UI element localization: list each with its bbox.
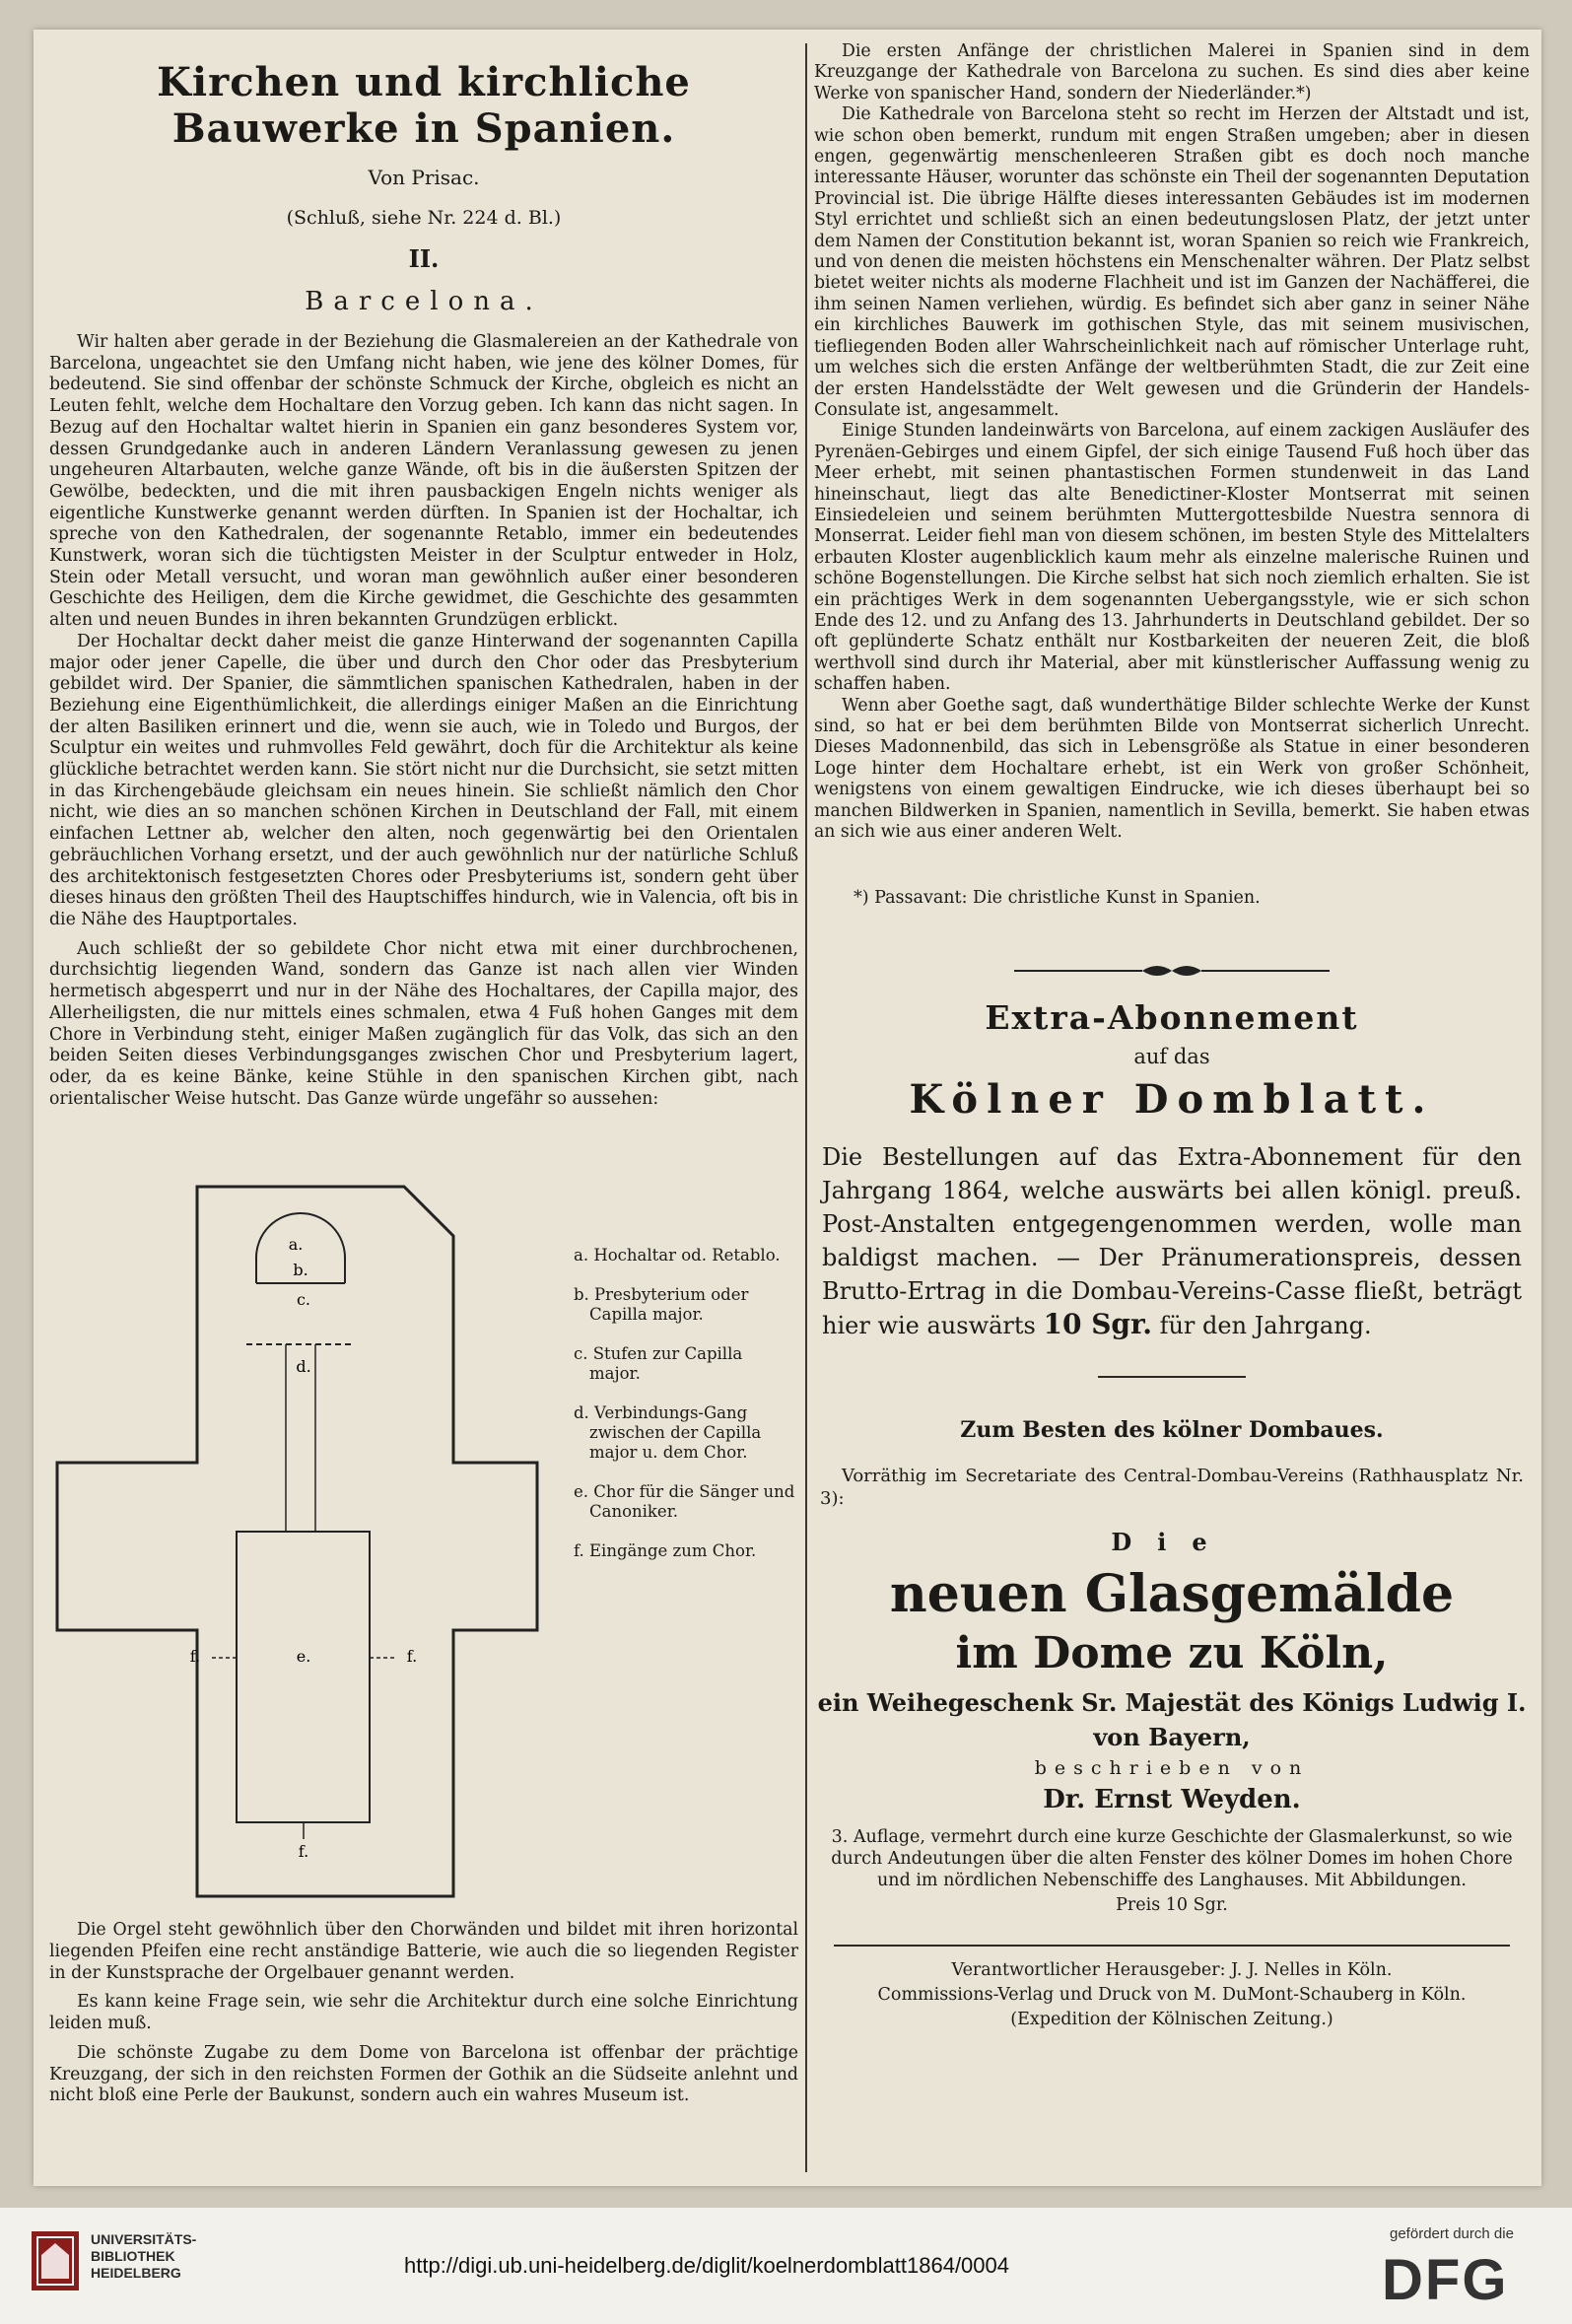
legend-item: e. Chor für die Sänger und Canoniker.: [574, 1482, 795, 1522]
ad-subtitle: auf das: [1133, 1045, 1210, 1069]
book-dedication: ein Weihegeschenk Sr. Majestät des Königs Ludwig I.: [817, 1688, 1527, 1718]
section-title: Barcelona.: [305, 287, 543, 316]
book-title-sub: im Dome zu Köln,: [955, 1628, 1389, 1679]
ad-title: Extra-Abonnement: [985, 998, 1359, 1038]
column-divider: [805, 43, 807, 2172]
ad-text-part: für den Jahrgang.: [1159, 1312, 1372, 1340]
paragraph: Der Hochaltar deckt daher meist die ganze Hinterwand der sogenannten Capilla major oder jener Capelle, die über und durch den Chor oder das Presbyterium gebildet wird. Der Spanier, die sämmtlichen spanischen Kathedralen, haben in der Beziehung eine Eigenthümlichkeit, die allerdings einiger Maßen an die Einrichtung der alten Basiliken erinnert und die, wenn sie auch, wie in Toledo und Burgos, der Sculptur ein weites und ruhmvolles Feld gewährt, doch für die Architektur als keine glückliche betrachtet werden kann. Sie stört nicht nur die Durchsicht, sie setzt mitten in das Kirchengebäude gleichsam ein neues hinein. Sie schließt nämlich den Chor nicht, wie dies an so manchen schönen Kirchen in Deutschland der Fall, mit einem einfachen Lettner ab, welcher den alten, noch gegenwärtig bei den Orientalen gebräuchlichen Vorhang ersetzt, und der auch gewöhnlich nur der natürliche Schluß des architektonisch festgesetzten Chores oder Presbyteriums ist, sondern geht über dieses hinaus den größten Theil des Hauptschiffes hindurch, wie in Valencia, oft bis in die Nähe des Hauptportales.: [49, 631, 798, 929]
imprint-line: Verantwortlicher Herausgeber: J. J. Nelles in Köln.: [951, 1960, 1393, 1981]
paragraph: Wir halten aber gerade in der Beziehung die Glasmalereien an der Kathedrale von Barcelona, ungeachtet sie den Umfang nicht haben, wie jene des kölner Domes, für bedeutend. Sie sind offenbar der schönste Schmuck der Kirche, obgleich es nicht an Leuten fehlt, welche dem Hochaltare den Vorzug geben. Ich kann das nicht sagen. In Bezug auf den Hochaltar waltet hierin in Spanien ein ganz besonderes System vor, dessen Grundgedanke auch in anderen Ländern Veranlassung gewesen zu jenen ungeheuren Altarbauten, welche ganze Wände, oft bis in die äußersten Spitzen der Gewölbe, bedeckten, und die mit ihren pausbackigen Engeln nichts weniger als eigentliche Kunstwerke genannt werden dürften. In Spanien ist der Hochaltar, ich spreche von den Kathedralen, der sogenannte Retablo, immer ein bedeutendes Kunstwerk, woran sich die tüchtigsten Meister in der Sculptur entweder in Holz, Stein oder Metall versucht, und woran man gewöhnlich außer einer besonderen Geschichte des Heiligen, dem die Kirche gewidmet, die Geschichte des gesammten alten und neuen Bundes in ihren bekannten Grundzügen erblickt.: [49, 332, 798, 631]
right-column: [814, 30, 1530, 2032]
article-author: Von Prisac.: [368, 166, 480, 189]
paragraph: Auch schließt der so gebildete Chor nicht etwa mit einer durchbrochenen, durchsichtig liegenden Wand, sondern das Ganze ist nach allen vier Winden hermetisch abgesperrt und nur in der Nähe des Hochaltares, der Capilla major, des Allerheiligsten, die nur mittels eines schmalen, etwa 4 Fuß hohen Ganges mit dem Chore in Verbindung steht, einiger Maßen zugänglich für das Volk, das sich an den beiden Seiten dieses Verbindungsganges zwischen Chor und Presbyterium lagert, oder, da es keine Bänke, keine Stühle in den spanischen Kirchen gibt, nach orientalischer Weise hutscht. Das Ganze würde ungefähr so aussehen:: [49, 938, 798, 1109]
ad-publication-name: Kölner Domblatt.: [909, 1076, 1435, 1124]
left-column: [49, 30, 798, 2107]
label-f-right: f.: [406, 1647, 418, 1667]
article-headline: Kirchen und kirchliche Bauwerke in Spanien.: [157, 59, 691, 152]
imprint-rule: [834, 1945, 1510, 1947]
cathedral-floor-plan: [49, 1128, 798, 1906]
label-c: c.: [296, 1290, 311, 1310]
legend-item: f. Eingänge zum Chor.: [574, 1541, 757, 1561]
floor-plan-legend: [574, 1246, 795, 1581]
ad2-intro: Vorräthig im Secretariate des Central-Dombau-Vereins (Rathhausplatz Nr. 3):: [820, 1466, 1524, 1510]
book-price: Preis 10 Sgr.: [1116, 1895, 1228, 1916]
viewer-footer: [0, 2208, 1572, 2324]
divider-rule: [1098, 1376, 1246, 1378]
dfg-label: gefördert durch die: [1390, 2225, 1514, 2242]
part-number: II.: [408, 244, 440, 273]
paragraph: Die Kathedrale von Barcelona steht so recht im Herzen der Altstadt und ist, wie schon oben bemerkt, rundum mit engen Straßen umgeben; aber in diesen engen, gegenwärtig menschenleeren Straßen gibt es doch noch manche interessante Häuser, worunter das schönste ein Theil der sogenannten Deputation Provincial ist. Die übrige Hälfte dieses interessanten Gebäudes ist im modernen Styl errichtet und schließt sich an einen bedeutungslosen Platz, der jetzt unter dem Namen der Constitution bekannt ist, woran Spanien so reich wie Frankreich, und von denen die meisten höchstens ein Menschenalter währen. Der Platz selbst bietet weiter nichts als moderne Flachheit und ist im Ganzen der Nachäfferei, die ihm seinen Namen verliehen, würdig. Es befindet sich aber ganz in seiner Nähe ein kirchliches Bauwerk im gothischen Style, das mit seinem musivischen, tiefliegenden Boden aller Wahrscheinlichkeit nach auf römischer Unterlage ruht, um welches sich die ersten Anfänge der weltberühmten Stadt, die zur Zeit eine der ersten Handelsstädte der Welt gewesen und die Gründerin der Handels-Consulate ist, angesammelt.: [814, 104, 1530, 420]
label-a: a.: [288, 1235, 304, 1255]
source-url-link[interactable]: http://digi.ub.uni-heidelberg.de/diglit/koelnerdomblatt1864/0004: [404, 2253, 1009, 2278]
ornamental-rule: [814, 961, 1530, 985]
university-seal-icon: [30, 2229, 81, 2292]
paragraph: Die schönste Zugabe zu dem Dome von Barcelona ist offenbar der prächtige Kreuzgang, der sich in den reichsten Formen der Gothik an die Südseite anlehnt und nicht bloß eine Perle der Baukunst, sondern auch ein wahres Museum ist.: [49, 2042, 798, 2106]
legend-item: a. Hochaltar od. Retablo.: [574, 1246, 781, 1265]
dfg-logo: DFG: [1382, 2248, 1509, 2312]
ad2-heading: Zum Besten des kölner Dombaues.: [960, 1417, 1384, 1444]
label-f-left: f.: [189, 1647, 201, 1667]
paragraph: Es kann keine Frage sein, wie sehr die Architektur durch eine solche Einrichtung leiden muß.: [49, 1992, 798, 2034]
floor-plan-drawing: [49, 1128, 562, 1906]
imprint-line: (Expedition der Kölnischen Zeitung.): [1010, 2010, 1333, 2030]
continuation-note: (Schluß, siehe Nr. 224 d. Bl.): [286, 207, 562, 229]
paragraph: Die ersten Anfänge der christlichen Malerei in Spanien sind in dem Kreuzgange der Kathedrale von Barcelona zu suchen. Es sind dies aber keine Werke von spanischer Hand, sondern der Niederländer.*): [814, 41, 1530, 103]
imprint-line: Commissions-Verlag und Druck von M. DuMont-Schauberg in Köln.: [877, 1985, 1467, 2006]
footnote: *) Passavant: Die christliche Kunst in Spanien.: [854, 888, 1261, 909]
book-title-main: neuen Glasgemälde: [889, 1564, 1455, 1625]
imprint: [814, 1958, 1530, 2032]
label-f-bottom: f.: [298, 1842, 309, 1862]
ad-price: 10 Sgr.: [1043, 1308, 1152, 1341]
book-author: Dr. Ernst Weyden.: [1043, 1785, 1301, 1815]
book-edition-note: 3. Auflage, vermehrt durch eine kurze Geschichte der Glasmalerkunst, so wie durch Andeutungen über die alten Fenster des kölner Domes im hohen Chore und im nördlichen Nebenschiffe des Langhauses. Mit Abbildungen.: [831, 1827, 1513, 1891]
book-dedication-cont: von Bayern,: [1093, 1723, 1251, 1752]
label-b: b.: [293, 1261, 308, 1280]
book-title-die: Die: [1111, 1528, 1233, 1557]
legend-item: c. Stufen zur Capilla major.: [574, 1344, 743, 1384]
ad-body: [822, 1140, 1522, 1342]
legend-item: b. Presbyterium oder Capilla major.: [574, 1285, 749, 1325]
university-name: UNIVERSITÄTS- BIBLIOTHEK HEIDELBERG: [91, 2231, 197, 2281]
paragraph: Die Orgel steht gewöhnlich über den Chorwänden und bildet mit ihren horizontal liegenden Pfeifen eine recht anständige Batterie, wie auch die so liegenden Register in der Kunstsprache der Orgelbauer genannt werden.: [49, 1920, 798, 1983]
label-e: e.: [296, 1647, 311, 1667]
ornament-icon: [1014, 961, 1330, 981]
newspaper-page: [34, 30, 1541, 2186]
label-d: d.: [296, 1357, 311, 1377]
paragraph: Einige Stunden landeinwärts von Barcelona, auf einem zackigen Ausläufer des Pyrenäen-Gebirges und einem Gipfel, der sich einige Tausend Fuß hoch über das Meer erhebt, mit seinen phantastischen Formen stundenweit in das Land hineinschaut, liegt das alte Benedictiner-Kloster Montserrat mit seinen Einsiedeleien und seinem berühmten Muttergottesbilde Nuestra sennora di Monserrat. Leider fiehl man von diesem schönen, im besten Style des Mittelalters erbauten Kloster augenblicklich kaum mehr als einzelne malerische Ruinen und schöne Bogenstellungen. Die Kirche selbst hat sich noch ziemlich erhalten. Sie ist ein prächtiges Werk in dem sogenannten Uebergangsstyle, wie er sich schon Ende des 12. und zu Anfang des 13. Jahrhunderts in Deutschland gebildet. Der so oft geplünderte Schatz enthält nur Kostbarkeiten der neueren Zeit, die bloß werthvoll sind durch ihr Material, aber mit künstlerischer Auffassung wenig zu schaffen haben.: [814, 421, 1530, 695]
book-described-by: beschrieben von: [1034, 1757, 1310, 1780]
ad-text-part: Die Bestellungen auf das Extra-Abonnement für den Jahrgang 1864, welche auswärts bei allen königl. preuß. Post-Anstalten entgegengenommen werden, wolle man baldigst machen. — Der Pränumerationspreis, dessen Brutto-Ertrag in die Dombau-Vereins-Casse fließt, beträgt hier wie auswärts: [822, 1143, 1522, 1340]
legend-item: d. Verbindungs-Gang zwischen der Capilla major u. dem Chor.: [574, 1403, 762, 1463]
paragraph: Wenn aber Goethe sagt, daß wunderthätige Bilder schlechte Werke der Kunst sind, so hat er bei dem berühmten Bilde von Montserrat sicherlich Unrecht. Dieses Madonnenbild, das sich in Lebensgröße als Statue in einer besonderen Loge hinter dem Hochaltare erhebt, ist ein Werk von großer Schönheit, wenigstens von einem gewaltigen Eindrucke, wie ich dieses überhaupt bei so manchen Bildwerken in Spanien, namentlich in Sevilla, bemerkt. Sie haben etwas an sich wie aus einer anderen Welt.: [814, 695, 1530, 843]
choir-enclosure: [237, 1532, 370, 1822]
